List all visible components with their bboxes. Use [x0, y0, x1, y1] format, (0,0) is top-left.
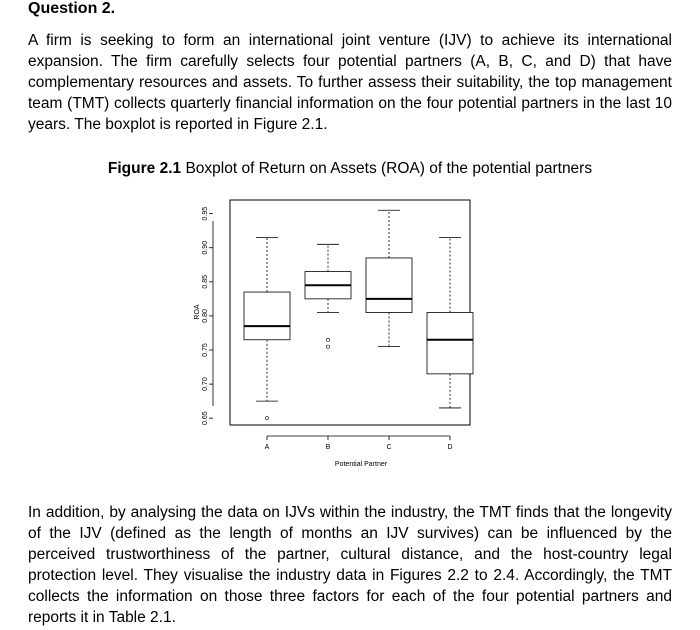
y-tick-label: 0.95 [202, 206, 209, 221]
x-tick-label: D [447, 444, 453, 451]
figure-label: Figure 2.1 [107, 160, 182, 177]
box-a [244, 238, 290, 420]
y-tick-label: 0.65 [202, 411, 209, 425]
iqr-box [427, 313, 473, 374]
x-axis-label: Potential Partner [334, 461, 388, 468]
iqr-box [244, 292, 290, 340]
intro-paragraph: A firm is seeking to form an international joint venture (IJV) to achieve its international expansion. The firm carefully selects four potential partners (A, B, C, and D) that have complementary resources and assets. To further assess their suitability, the top management team (TMT) collects quarterly financial information on the four potential partners in the last 10 years. The boxplot is reported in Figure 2.1. [28, 32, 672, 133]
x-tick-label: B [325, 444, 331, 451]
y-ticks [202, 207, 213, 425]
iqr-box [366, 258, 412, 313]
y-tick-label: 0.90 [202, 240, 209, 255]
y-tick-label: 0.75 [202, 343, 209, 357]
x-ticks [265, 436, 453, 451]
followup-paragraph: In addition, by analysing the data on IJVs within the industry, the TMT finds that the longevity of the IJV (defined as the length of months an IJV survives) can be influenced by the perceived trustworthiness of the partner, cultural distance, and the host-country legal protection level. They visualise the industry data in Figures 2.2 to 2.4. Accordingly, the TMT collects the information on those three factors for each of the four potential partners and reports it in Table 2.1. [28, 504, 672, 626]
box-d [427, 238, 473, 408]
outlier-point [265, 417, 268, 420]
x-tick-label: A [264, 444, 270, 451]
y-axis-label: ROA [194, 304, 201, 320]
outlier-point [326, 338, 329, 341]
outlier-point [326, 345, 329, 348]
y-tick-label: 0.85 [202, 275, 209, 289]
x-tick-label: C [386, 444, 392, 451]
boxplot-figure [185, 190, 485, 485]
box-c [366, 210, 412, 346]
figure-caption [0, 160, 700, 178]
boxes-group [244, 210, 473, 420]
question-heading: Question 2. [28, 0, 116, 17]
y-tick-label: 0.70 [202, 377, 209, 391]
boxplot-svg [185, 190, 485, 480]
figure-caption-text: Boxplot of Return on Assets (ROA) of the potential partners [185, 160, 593, 177]
box-b [305, 244, 351, 348]
y-tick-label: 0.80 [202, 309, 209, 323]
